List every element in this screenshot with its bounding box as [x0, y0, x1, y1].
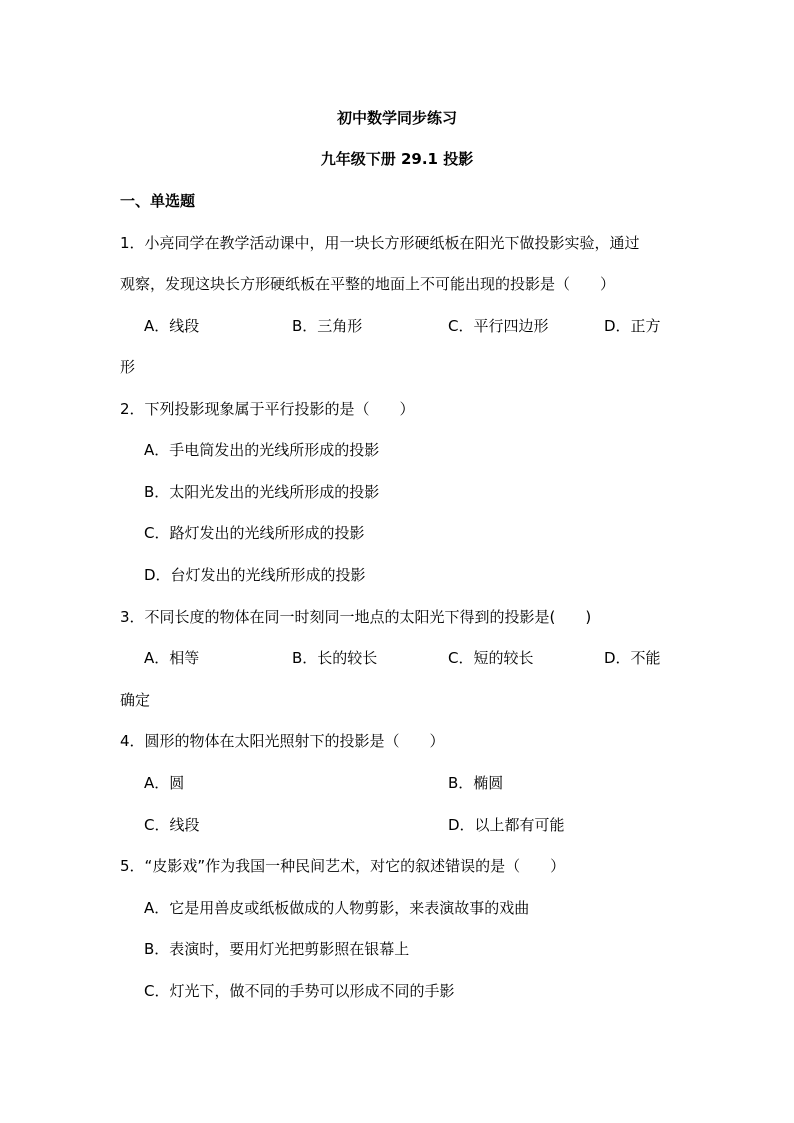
- question-1-option-b: B．三角形: [292, 317, 363, 335]
- question-2-stem: 2．下列投影现象属于平行投影的是（ ）: [120, 400, 415, 418]
- question-2-option-a: A．手电筒发出的光线所形成的投影: [144, 441, 380, 459]
- question-4-option-a: A．圆: [144, 774, 185, 792]
- question-1-option-d-wrap: 形: [120, 358, 136, 376]
- page-title: 初中数学同步练习: [336, 109, 457, 127]
- question-3-option-c: C．短的较长: [448, 649, 534, 667]
- question-4-option-d: D．以上都有可能: [448, 816, 565, 834]
- question-3-option-a: A．相等: [144, 649, 200, 667]
- question-5-option-a: A．它是用兽皮或纸板做成的人物剪影，来表演故事的戏曲: [144, 899, 530, 917]
- question-2-option-c: C．路灯发出的光线所形成的投影: [144, 524, 365, 542]
- question-4-option-c: C．线段: [144, 816, 200, 834]
- question-4-option-b: B．椭圆: [448, 774, 504, 792]
- question-4-stem: 4．圆形的物体在太阳光照射下的投影是（ ）: [120, 732, 445, 750]
- question-1-option-c: C．平行四边形: [448, 317, 549, 335]
- question-3-option-d-wrap: 确定: [120, 691, 151, 709]
- question-1-stem-line1: 1．小亮同学在教学活动课中，用一块长方形硬纸板在阳光下做投影实验，通过: [120, 234, 640, 252]
- question-5-stem: 5．“皮影戏”作为我国一种民间艺术，对它的叙述错误的是（ ）: [120, 857, 566, 875]
- page-subtitle: 九年级下册 29.1 投影: [320, 150, 474, 168]
- question-3-option-d: D．不能: [604, 649, 661, 667]
- question-1-option-d: D．正方: [604, 317, 661, 335]
- question-1-option-a: A．线段: [144, 317, 200, 335]
- question-2-option-d: D．台灯发出的光线所形成的投影: [144, 566, 366, 584]
- question-5-option-b: B．表演时，要用灯光把剪影照在银幕上: [144, 940, 410, 958]
- question-3-option-b: B．长的较长: [292, 649, 378, 667]
- question-3-stem: 3．不同长度的物体在同一时刻同一地点的太阳光下得到的投影是( ): [120, 608, 592, 626]
- question-1-stem-line2: 观察，发现这块长方形硬纸板在平整的地面上不可能出现的投影是（ ）: [120, 275, 616, 293]
- question-5-option-c: C．灯光下，做不同的手势可以形成不同的手影: [144, 982, 455, 1000]
- question-2-option-b: B．太阳光发出的光线所形成的投影: [144, 483, 380, 501]
- section-heading: 一、单选题: [120, 192, 196, 210]
